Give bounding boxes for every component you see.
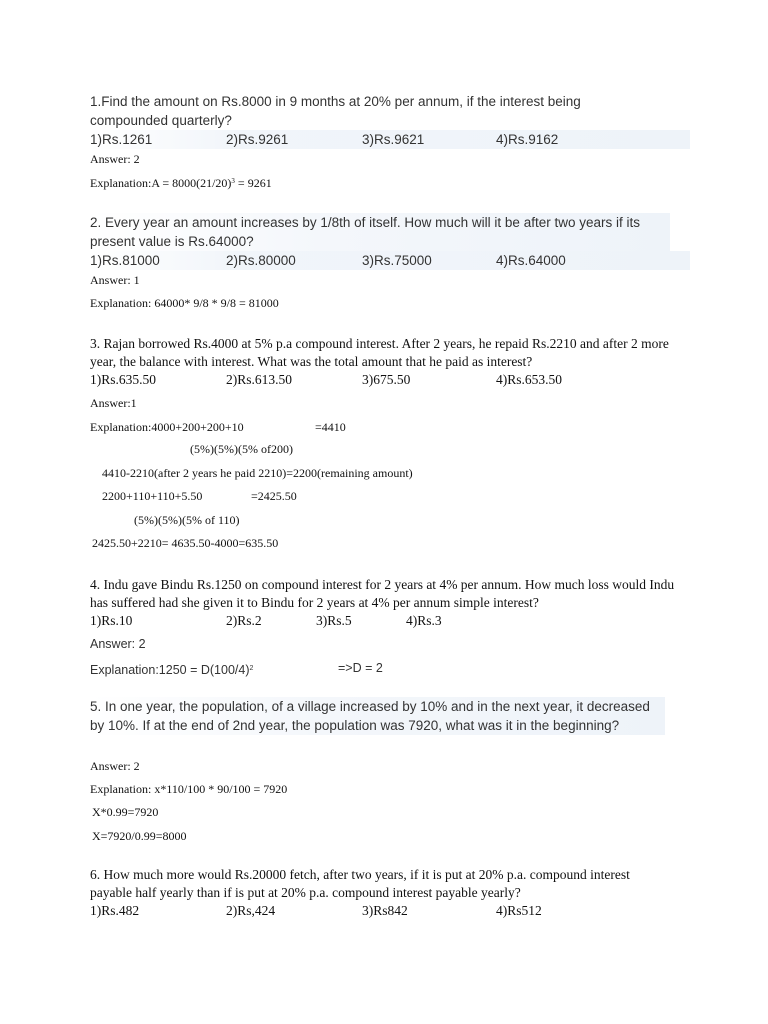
explanation-line-2: (5%)(5%)(5% of200) [190, 442, 293, 456]
option-1: 1)Rs.482 [90, 903, 140, 918]
explanation-line-1: Explanation:4000+200+200+10 [90, 420, 244, 434]
explanation-line-6: 2425.50+2210= 4635.50-4000=635.50 [92, 536, 279, 550]
explanation-line-4-result: =2425.50 [251, 489, 297, 503]
question-text: 1.Find the amount on Rs.8000 in 9 months at 20% per annum, if the interest being compounded quarterly? [90, 94, 581, 128]
option-4: 4)Rs.9162 [496, 132, 559, 147]
options-row [90, 612, 690, 631]
option-1: 1)Rs.81000 [90, 253, 160, 268]
option-3: 3)675.50 [362, 372, 411, 387]
answer: Answer: 2 [90, 152, 140, 166]
option-2: 2)Rs,424 [226, 903, 276, 918]
options-row [90, 371, 690, 390]
explanation-line-4: 2200+110+110+5.50 [102, 489, 203, 503]
question-text: 2. Every year an amount increases by 1/8th of itself. How much will it be after two years if its present value is Rs.64000? [90, 213, 670, 251]
question-1 [90, 92, 690, 190]
option-3: 3)Rs.75000 [362, 253, 432, 268]
explanation: Explanation: 64000* 9/8 * 9/8 = 81000 [90, 296, 279, 310]
option-3: 3)Rs.9621 [362, 132, 425, 147]
answer: Answer: 1 [90, 273, 140, 287]
option-4: 4)Rs512 [496, 903, 542, 918]
option-2: 2)Rs.2 [226, 613, 262, 628]
explanation-line-1: Explanation: x*110/100 * 90/100 = 7920 [90, 782, 288, 796]
answer: Answer:1 [90, 396, 137, 410]
explanation-line-2: X*0.99=7920 [92, 805, 159, 819]
options-row [90, 251, 690, 270]
option-4: 4)Rs.64000 [496, 253, 566, 268]
answer: Answer: 2 [90, 759, 140, 773]
question-3 [90, 335, 690, 550]
question-6 [90, 866, 690, 921]
question-text: 4. Indu gave Bindu Rs.1250 on compound interest for 2 years at 4% per annum. How much loss would Indu has suffered had she given it to Bindu for 2 years at 4% per annum simple interest? [90, 577, 675, 610]
answer: Answer: 2 [90, 637, 146, 651]
question-text: 3. Rajan borrowed Rs.4000 at 5% p.a compound interest. After 2 years, he repaid Rs.2210 and after 2 more year, the balance with interest. What was the total amount that he paid as interest? [90, 336, 669, 369]
option-2: 2)Rs.80000 [226, 253, 296, 268]
explanation-result: =>D = 2 [338, 661, 383, 675]
explanation: Explanation:A = $8000(21/20)^3 = 9261$ [90, 176, 272, 190]
option-4: 4)Rs.3 [406, 613, 442, 628]
options-row [90, 902, 690, 921]
explanation-line-1-result: =4410 [315, 420, 346, 434]
explanation-line-3: 4410-2210(after 2 years he paid 2210)=2200(remaining amount) [102, 466, 413, 480]
option-3: 3)Rs.5 [316, 613, 352, 628]
option-4: 4)Rs.653.50 [496, 372, 563, 387]
question-2 [90, 213, 690, 310]
question-4 [90, 576, 690, 677]
option-2: 2)Rs.613.50 [226, 372, 293, 387]
question-text: 6. How much more would Rs.20000 fetch, after two years, if it is put at 20% p.a. compound interest payable half yearly than if is put at 20% p.a. compound interest payable yearly? [90, 867, 630, 900]
option-1: 1)Rs.635.50 [90, 372, 157, 387]
question-5 [90, 697, 690, 843]
options-row [90, 130, 690, 149]
explanation: Explanation:1250 = $D(100/4)^2$ [90, 663, 254, 677]
explanation-line-5: (5%)(5%)(5% of 110) [134, 513, 240, 527]
explanation-line-3: X=7920/0.99=8000 [92, 829, 187, 843]
option-2: 2)Rs.9261 [226, 132, 289, 147]
option-3: 3)Rs842 [362, 903, 408, 918]
question-text: 5. In one year, the population, of a village increased by 10% and in the next year, it decreased by 10%. If at the end of 2nd year, the population was 7920, what was it in the beginning? [90, 697, 665, 735]
option-1: 1)Rs.10 [90, 613, 133, 628]
option-1: 1)Rs.1261 [90, 132, 153, 147]
